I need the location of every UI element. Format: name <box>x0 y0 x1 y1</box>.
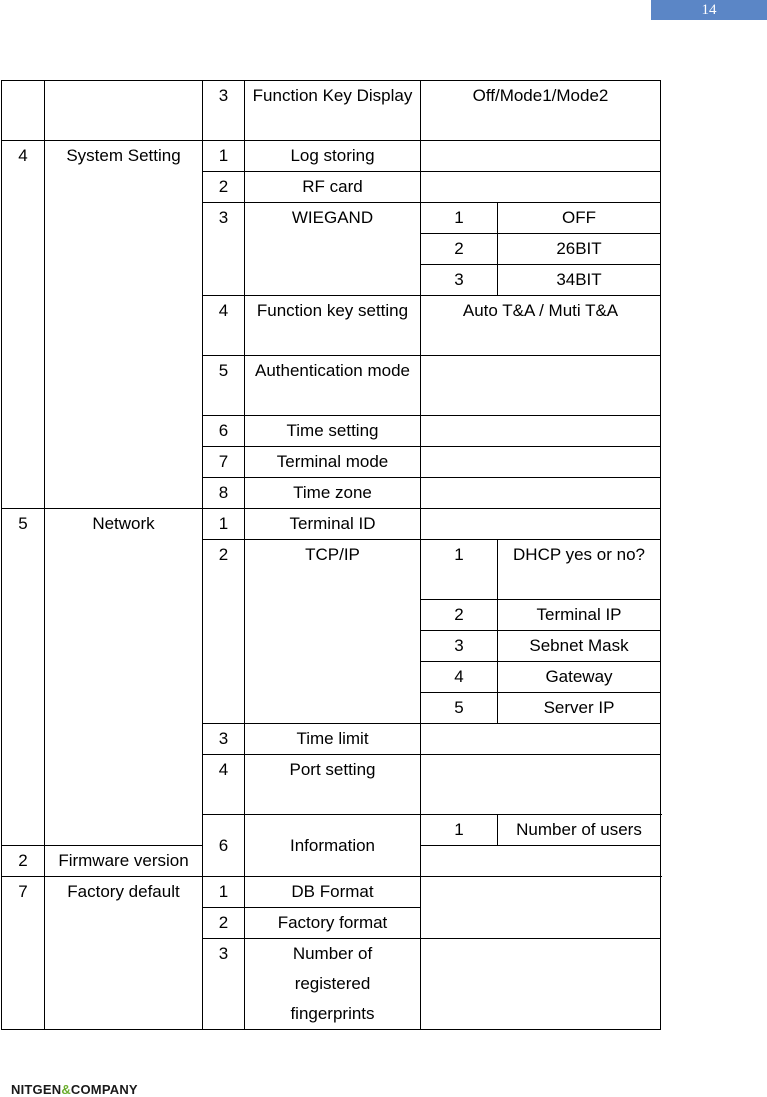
group-label: Network <box>45 509 203 846</box>
group-label: System Setting <box>45 141 203 509</box>
function-name: Time limit <box>245 724 421 755</box>
table-row <box>2 509 661 540</box>
function-name: Time setting <box>245 416 421 447</box>
item-number: 4 <box>203 755 245 815</box>
sub-number: 5 <box>421 693 498 724</box>
option-value: Off/Mode1/Mode2 <box>421 81 661 141</box>
item-number: 3 <box>203 81 245 141</box>
sub-number: 1 <box>421 540 498 600</box>
item-number: 1 <box>203 877 245 908</box>
item-number: 2 <box>203 908 245 939</box>
function-name: Log storing <box>245 141 421 172</box>
option-empty <box>421 478 661 509</box>
item-number: 1 <box>421 815 498 846</box>
logo-text-right: COMPANY <box>70 1082 138 1097</box>
option-value: Auto T&A / Muti T&A <box>421 296 661 356</box>
item-number: 1 <box>203 141 245 172</box>
function-name: Firmware version <box>45 846 203 877</box>
item-number: 1 <box>203 509 245 540</box>
sub-option: DHCP yes or no? <box>498 540 661 600</box>
sub-option: Terminal IP <box>498 600 661 631</box>
sub-option: OFF <box>498 203 661 234</box>
company-logo <box>11 1082 138 1097</box>
option-empty <box>421 416 661 447</box>
option-empty <box>421 172 661 203</box>
sub-number: 3 <box>421 265 498 296</box>
option-empty <box>421 141 661 172</box>
function-name: Authentication mode <box>245 356 421 416</box>
function-name: RF card <box>245 172 421 203</box>
sub-number: 4 <box>421 662 498 693</box>
item-number: 2 <box>203 172 245 203</box>
function-name: Terminal mode <box>245 447 421 478</box>
logo-text-left: NITGEN <box>11 1082 62 1097</box>
option-empty <box>421 724 661 755</box>
function-name: Port setting <box>245 755 421 815</box>
sub-number: 2 <box>421 600 498 631</box>
item-number: 3 <box>203 203 245 296</box>
empty-cell <box>45 81 203 141</box>
option-empty <box>421 939 661 1030</box>
sub-option: Sebnet Mask <box>498 631 661 662</box>
sub-option: 34BIT <box>498 265 661 296</box>
function-name: Terminal ID <box>245 509 421 540</box>
sub-number: 1 <box>421 203 498 234</box>
option-empty <box>421 755 661 815</box>
group-number: 6 <box>203 815 245 877</box>
option-empty <box>421 356 661 416</box>
option-empty <box>421 509 661 540</box>
item-number: 2 <box>2 846 45 877</box>
function-name: Number of users <box>498 815 661 846</box>
option-empty <box>421 877 661 939</box>
option-empty <box>421 447 661 478</box>
item-number: 4 <box>203 296 245 356</box>
function-name: Factory format <box>245 908 421 939</box>
page-number: 14 <box>651 0 767 20</box>
function-name: DB Format <box>245 877 421 908</box>
function-name: Function Key Display <box>245 81 421 141</box>
group-number: 7 <box>2 877 45 1030</box>
group-number: 5 <box>2 509 45 846</box>
function-name: Function key setting <box>245 296 421 356</box>
item-number: 2 <box>203 540 245 724</box>
logo-ampersand: & <box>61 1082 71 1097</box>
group-label: Information <box>245 815 421 877</box>
sub-option: Server IP <box>498 693 661 724</box>
item-number: 5 <box>203 356 245 416</box>
item-number: 7 <box>203 447 245 478</box>
function-name: Time zone <box>245 478 421 509</box>
item-number: 3 <box>203 724 245 755</box>
item-number: 8 <box>203 478 245 509</box>
table-row <box>2 81 661 141</box>
item-number: 6 <box>203 416 245 447</box>
sub-option: Gateway <box>498 662 661 693</box>
empty-cell <box>2 81 45 141</box>
table-row <box>2 877 661 908</box>
sub-number: 3 <box>421 631 498 662</box>
sub-option: 26BIT <box>498 234 661 265</box>
item-number: 3 <box>203 939 245 1030</box>
function-name: Number of registered fingerprints <box>245 939 421 1030</box>
group-number: 4 <box>2 141 45 509</box>
table-row <box>2 141 661 172</box>
group-label: Factory default <box>45 877 203 1030</box>
sub-number: 2 <box>421 234 498 265</box>
function-name: WIEGAND <box>245 203 421 296</box>
menu-table <box>1 80 661 1030</box>
function-name: TCP/IP <box>245 540 421 724</box>
